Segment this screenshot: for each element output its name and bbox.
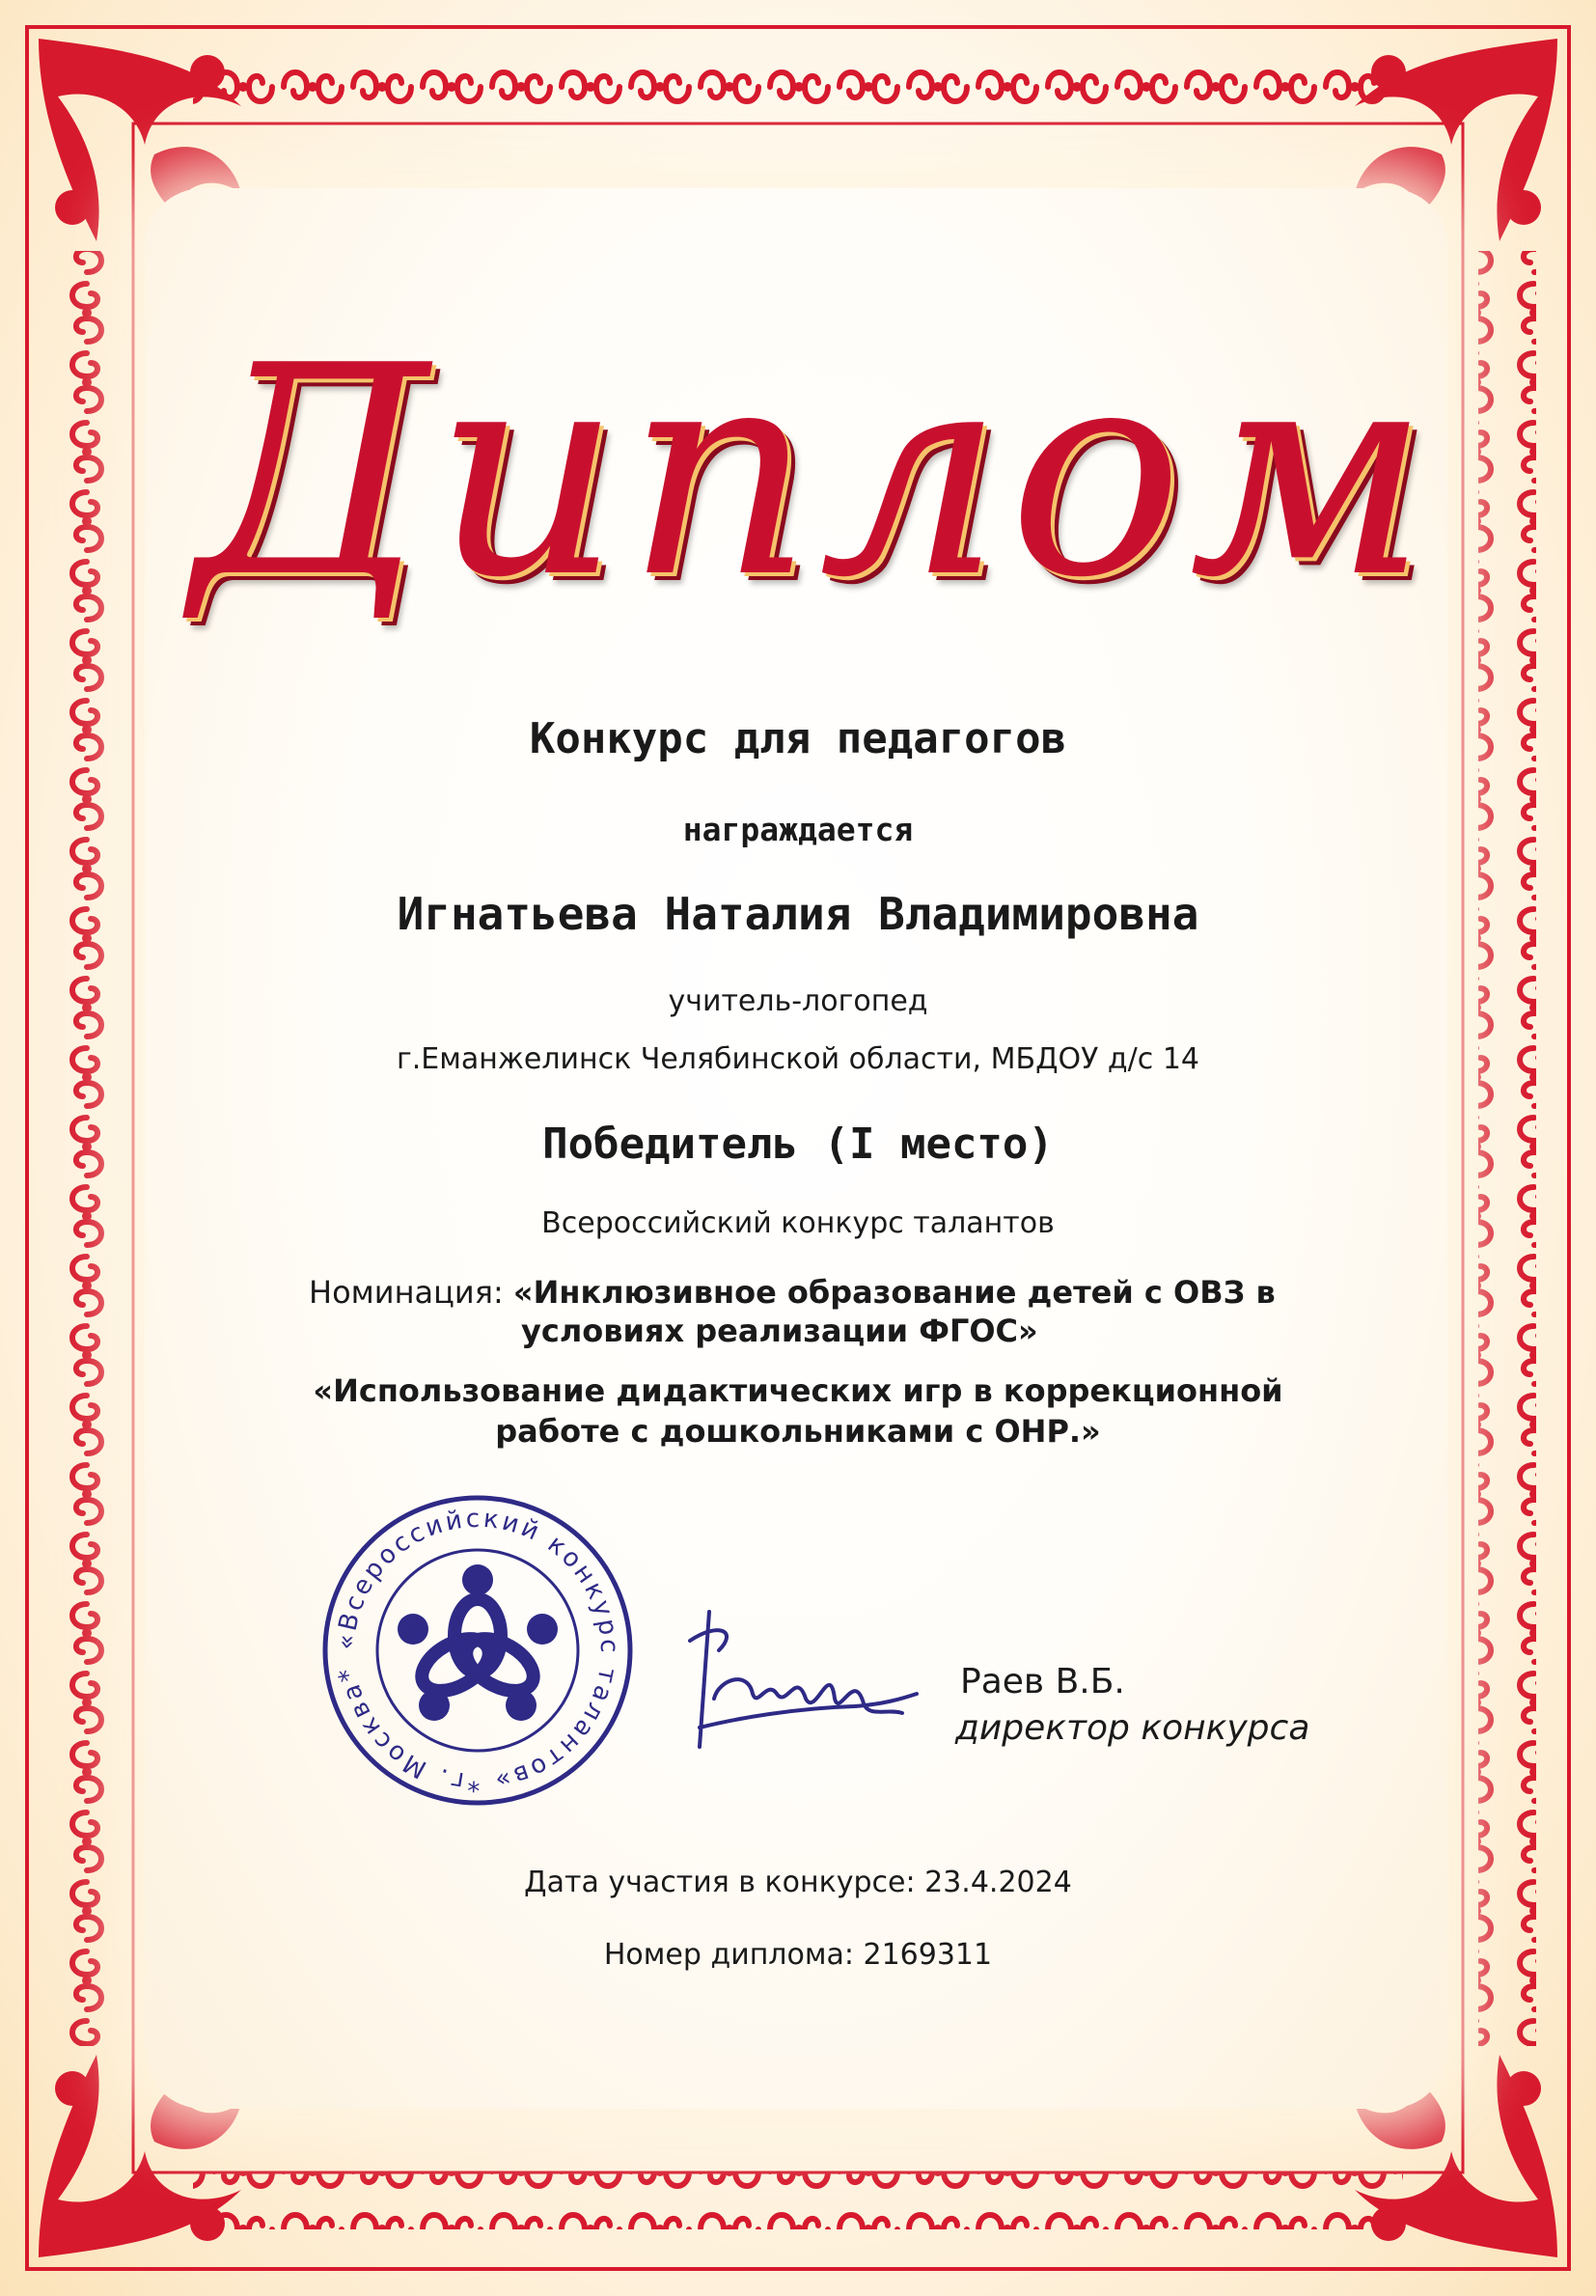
work-title-line1: «Использование дидактических игр в коррекционной — [313, 1372, 1283, 1409]
result-place: Победитель (I место) — [542, 1120, 1054, 1169]
awarded-label: награждается — [682, 811, 914, 848]
recipient-position: учитель-логопед — [668, 984, 928, 1018]
svg-text:«Всероссийский конкурс таланто: «Всероссийский конкурс талантов» *г. Москва* — [331, 1504, 624, 1797]
seal-text: Всероссийский конкурс талантов — [333, 1504, 624, 1791]
nomination-value-line1: «Инклюзивное образование детей с ОВЗ в — [512, 1274, 1276, 1311]
work-title — [232, 1370, 1364, 1452]
nomination-value-line2: условиях реализации ФГОС» — [521, 1313, 1038, 1349]
diploma-title: Диплом — [193, 304, 1435, 641]
nomination-label: Номинация: — [309, 1274, 504, 1311]
director-role: директор конкурса — [955, 1708, 1310, 1748]
participation-date: Дата участия в конкурсе: 23.4.2024 — [524, 1866, 1072, 1899]
top-border — [193, 60, 1403, 118]
work-title-line2: работе с дошкольниками с ОНР.» — [495, 1413, 1101, 1450]
director-signature — [661, 1602, 922, 1757]
director-name: Раев В.Б. — [960, 1662, 1125, 1701]
diploma-number: Номер диплома: 2169311 — [603, 1938, 993, 1972]
seal-city: г. Москва — [336, 1677, 467, 1796]
contest-title: Конкурс для педагогов — [529, 714, 1067, 763]
nomination — [309, 1272, 1322, 1313]
event-name: Всероссийский конкурс талантов — [541, 1206, 1055, 1240]
recipient-name: Игнатьева Наталия Владимировна — [397, 888, 1199, 940]
contest-seal — [318, 1491, 637, 1810]
recipient-place: г.Еманжелинск Челябинской области, МБДОУ д/с 14 — [396, 1042, 1199, 1076]
bottom-border — [193, 2172, 1403, 2229]
